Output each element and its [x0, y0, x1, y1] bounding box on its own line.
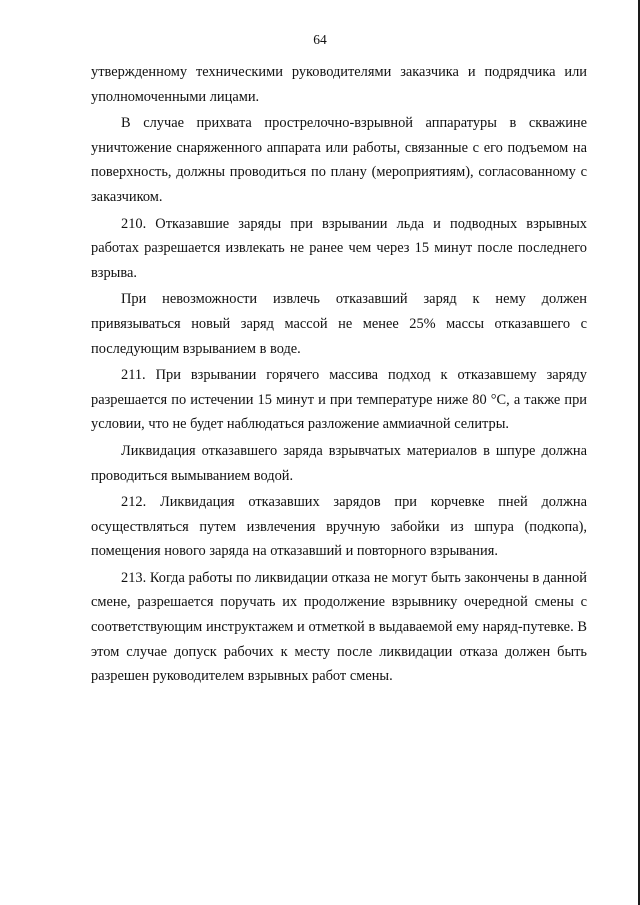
paragraph-210: 210. Отказавшие заряды при взрывании льда и подводных взрывных работах разрешается извлекать не ранее чем через 15 минут после последнего взрыва. [91, 215, 587, 281]
paragraph-stuck-apparatus: В случае прихвата прострелочно-взрывной аппаратуры в скважине уничтожение снаряженного аппарата или работы, связанные с его подъемом на поверхность, должны проводиться по плану (мероприятиям), согласованному с заказчиком. [91, 115, 587, 205]
paragraph-211: 211. При взрывании горячего массива подход к отказавшему заряду разрешается по истечении 15 минут и при температуре ниже 80 °С, а также при условии, что не будет наблюдаться разложение аммиачной селитры. [91, 367, 587, 433]
paragraph-213: 213. Когда работы по ликвидации отказа не могут быть закончены в данной смене, разрешается поручать их продолжение взрывнику очередной смены с соответствующим инструктажем и отметкой в выдаваемой ему наряд-путевке. В этом случае допуск рабочих к месту после ликвидации отказа должен быть разрешен руководителем взрывных работ смены. [91, 569, 587, 685]
page-number: 64 [313, 32, 327, 47]
paragraph-212: 212. Ликвидация отказавших зарядов при корчевке пней должна осуществляться путем извлечения вручную забойки из шпура (подкопа), помещения нового заряда на отказавший и повторного взрывания. [91, 494, 587, 560]
paragraph-new-charge: При невозможности извлечь отказавший заряд к нему должен привязываться новый заряд массой не менее 25% массы отказавшего с последующим взрыванием в воде. [91, 291, 587, 357]
paragraph-water-flushing: Ликвидация отказавшего заряда взрывчатых материалов в шпуре должна проводиться вымыванием водой. [91, 442, 587, 484]
document-body [91, 60, 587, 691]
paragraph-continuation: утвержденному техническими руководителями заказчика и подрядчика или уполномоченными лицами. [91, 64, 587, 105]
